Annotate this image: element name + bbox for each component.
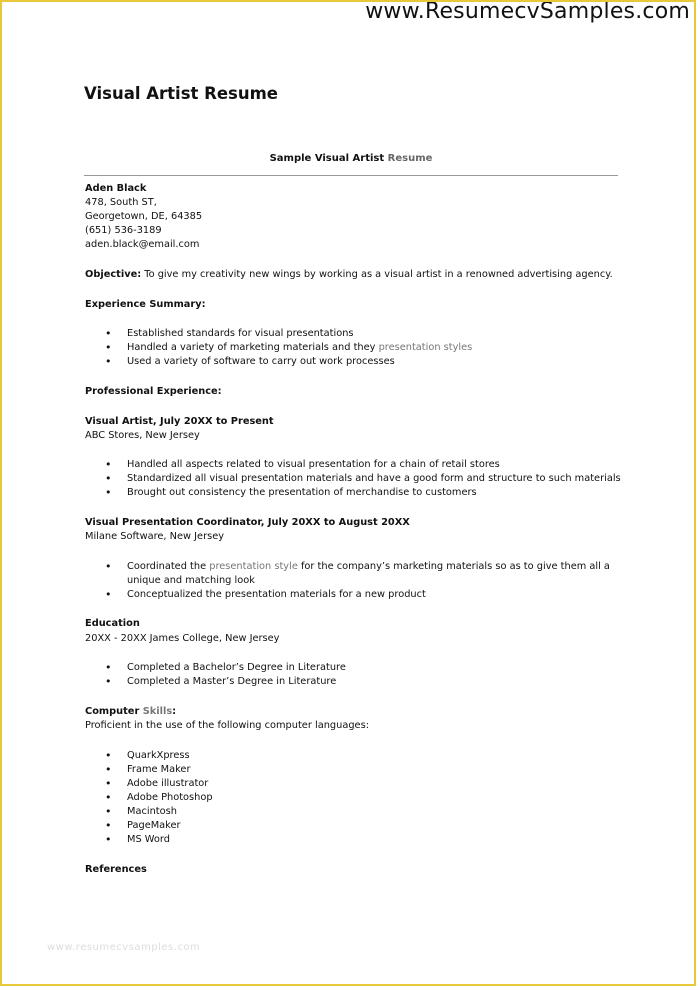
list-item	[85, 560, 625, 588]
site-watermark: www.ResumecvSamples.com	[365, 0, 690, 24]
list-item: • Conceptualized the presentation materials for a new product	[85, 588, 625, 602]
job1-title: Visual Artist, July 20XX to Present	[85, 415, 274, 427]
job1-duties-list	[85, 458, 625, 500]
list-item: • Completed a Master’s Degree in Literature	[85, 675, 625, 689]
contact-address1: 478, South ST,	[85, 197, 157, 209]
job1-company: ABC Stores, New Jersey	[85, 429, 200, 441]
list-item-text: Handled a variety of marketing materials and they	[127, 342, 379, 354]
list-item: • Macintosh	[85, 805, 625, 819]
job2-duties-list	[85, 560, 625, 602]
experience-summary-heading: Experience Summary:	[85, 298, 206, 310]
professional-experience-heading: Professional Experience:	[85, 385, 222, 397]
contact-email: aden.black@email.com	[85, 239, 200, 251]
list-item: • Adobe illustrator	[85, 777, 625, 791]
list-item: • Used a variety of software to carry out work processes	[85, 355, 625, 369]
objective-text: To give my creativity new wings by working as a visual artist in a renowned advertising agency.	[141, 268, 613, 280]
list-item: • Handled all aspects related to visual presentation for a chain of retail stores	[85, 458, 625, 472]
list-item-text: for the company’s marketing materials so as to give them all a unique and matching look	[127, 560, 610, 586]
skills-intro: Proficient in the use of the following computer languages:	[85, 719, 369, 731]
subtitle-resume-link[interactable]: Resume	[387, 153, 433, 164]
header-divider	[84, 175, 618, 176]
resume-body	[85, 182, 625, 877]
list-item: • PageMaker	[85, 819, 625, 833]
job2-company: Milane Software, New Jersey	[85, 531, 225, 543]
list-item: • Completed a Bachelor’s Degree in Literature	[85, 661, 625, 675]
list-item: • Frame Maker	[85, 763, 625, 777]
list-item-text: Coordinated the	[127, 560, 210, 572]
list-item	[85, 341, 625, 355]
presentation-style-link[interactable]: presentation style	[209, 560, 298, 572]
footer-watermark: www.resumecvsamples.com	[47, 942, 201, 953]
skills-heading-prefix: Computer	[85, 705, 143, 717]
computer-skills-heading	[85, 705, 625, 719]
contact-address2: Georgetown, DE, 64385	[85, 211, 203, 223]
document-subtitle	[84, 153, 618, 164]
experience-summary-list	[85, 327, 625, 369]
contact-name: Aden Black	[85, 183, 147, 194]
list-item: • MS Word	[85, 833, 625, 847]
skills-list	[85, 749, 625, 848]
education-heading: Education	[85, 618, 140, 630]
contact-phone: (651) 536-3189	[85, 225, 162, 237]
objective-label: Objective:	[85, 268, 142, 280]
document-title: Visual Artist Resume	[84, 84, 278, 103]
presentation-styles-link[interactable]: presentation styles	[378, 342, 473, 354]
education-line: 20XX - 20XX James College, New Jersey	[85, 632, 280, 644]
subtitle-prefix: Sample Visual Artist	[269, 153, 388, 164]
list-item: • Established standards for visual presentations	[85, 327, 625, 341]
job2-title: Visual Presentation Coordinator, July 20XX to August 20XX	[85, 517, 410, 528]
list-item: • Standardized all visual presentation materials and have a good form and structure to such materials	[85, 472, 625, 486]
skills-link[interactable]: Skills	[142, 705, 173, 717]
objective	[85, 268, 625, 282]
list-item: • QuarkXpress	[85, 749, 625, 763]
list-item: • Adobe Photoshop	[85, 791, 625, 805]
skills-heading-suffix: :	[172, 705, 177, 717]
references-heading: References	[85, 863, 147, 875]
education-list	[85, 661, 625, 689]
list-item: • Brought out consistency the presentation of merchandise to customers	[85, 486, 625, 500]
